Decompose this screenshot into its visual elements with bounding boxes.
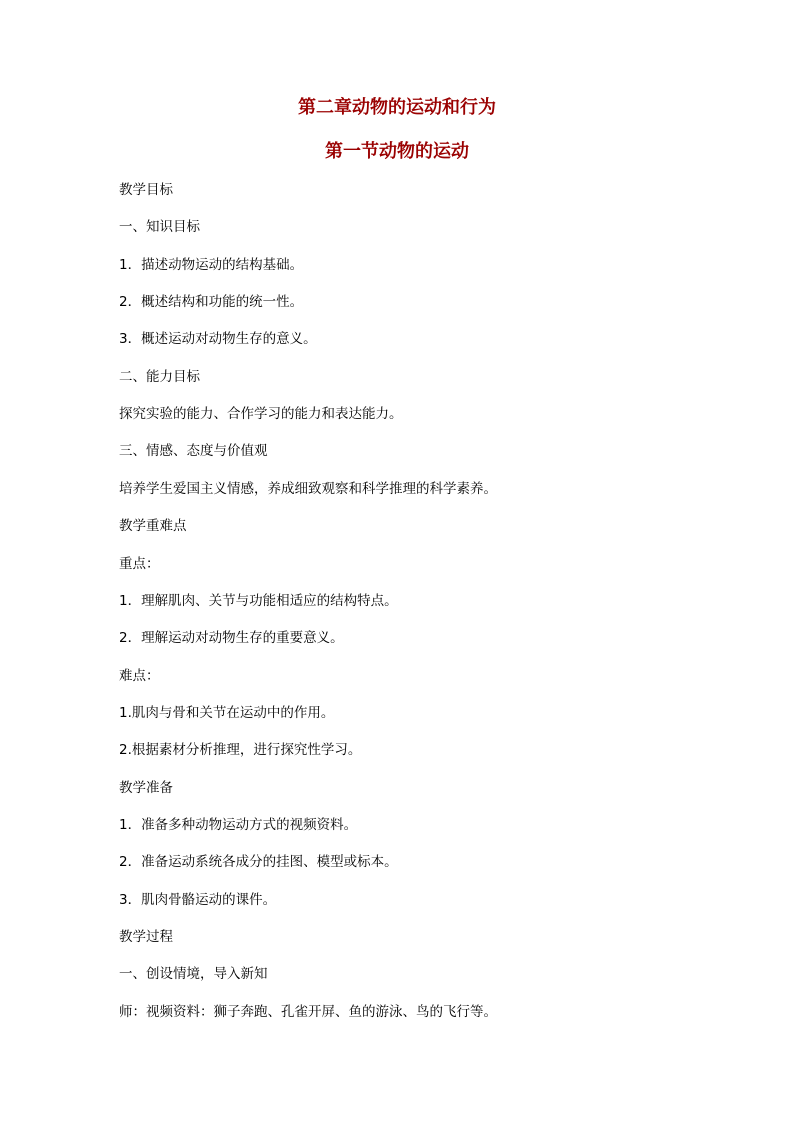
- label-key-points: 重点：: [119, 556, 160, 572]
- list-item: 2．概述结构和功能的统一性。: [119, 294, 304, 310]
- paragraph: 培养学生爱国主义情感，养成细致观察和科学推理的科学素养。: [119, 481, 497, 497]
- list-item: 1．理解肌肉、关节与功能相适应的结构特点。: [119, 593, 398, 609]
- list-item: 1．准备多种动物运动方式的视频资料。: [119, 817, 358, 833]
- paragraph: 师：视频资料：狮子奔跑、孔雀开屏、鱼的游泳、鸟的飞行等。: [119, 1004, 497, 1020]
- heading-emotion-goals: 三、情感、态度与价值观: [119, 443, 268, 459]
- list-item: 2.根据素材分析推理，进行探究性学习。: [119, 742, 362, 758]
- heading-ability-goals: 二、能力目标: [119, 369, 200, 385]
- heading-teaching-process: 教学过程: [119, 929, 173, 945]
- list-item: 1.肌肉与骨和关节在运动中的作用。: [119, 705, 335, 721]
- chapter-title: 第二章动物的运动和行为: [298, 97, 496, 118]
- heading-knowledge-goals: 一、知识目标: [119, 219, 200, 235]
- heading-teaching-goals: 教学目标: [119, 182, 173, 198]
- list-item: 3．肌肉骨骼运动的课件。: [119, 892, 277, 908]
- list-item: 2．准备运动系统各成分的挂图、模型或标本。: [119, 854, 398, 870]
- list-item: 1．描述动物运动的结构基础。: [119, 257, 304, 273]
- paragraph: 探究实验的能力、合作学习的能力和表达能力。: [119, 406, 403, 422]
- heading-step-one: 一、创设情境，导入新知: [119, 966, 268, 982]
- heading-teaching-preparation: 教学准备: [119, 780, 173, 796]
- list-item: 3．概述运动对动物生存的意义。: [119, 331, 317, 347]
- list-item: 2．理解运动对动物生存的重要意义。: [119, 630, 344, 646]
- heading-key-difficult-points: 教学重难点: [119, 518, 187, 534]
- section-title: 第一节动物的运动: [325, 141, 469, 162]
- label-difficult-points: 难点：: [119, 668, 160, 684]
